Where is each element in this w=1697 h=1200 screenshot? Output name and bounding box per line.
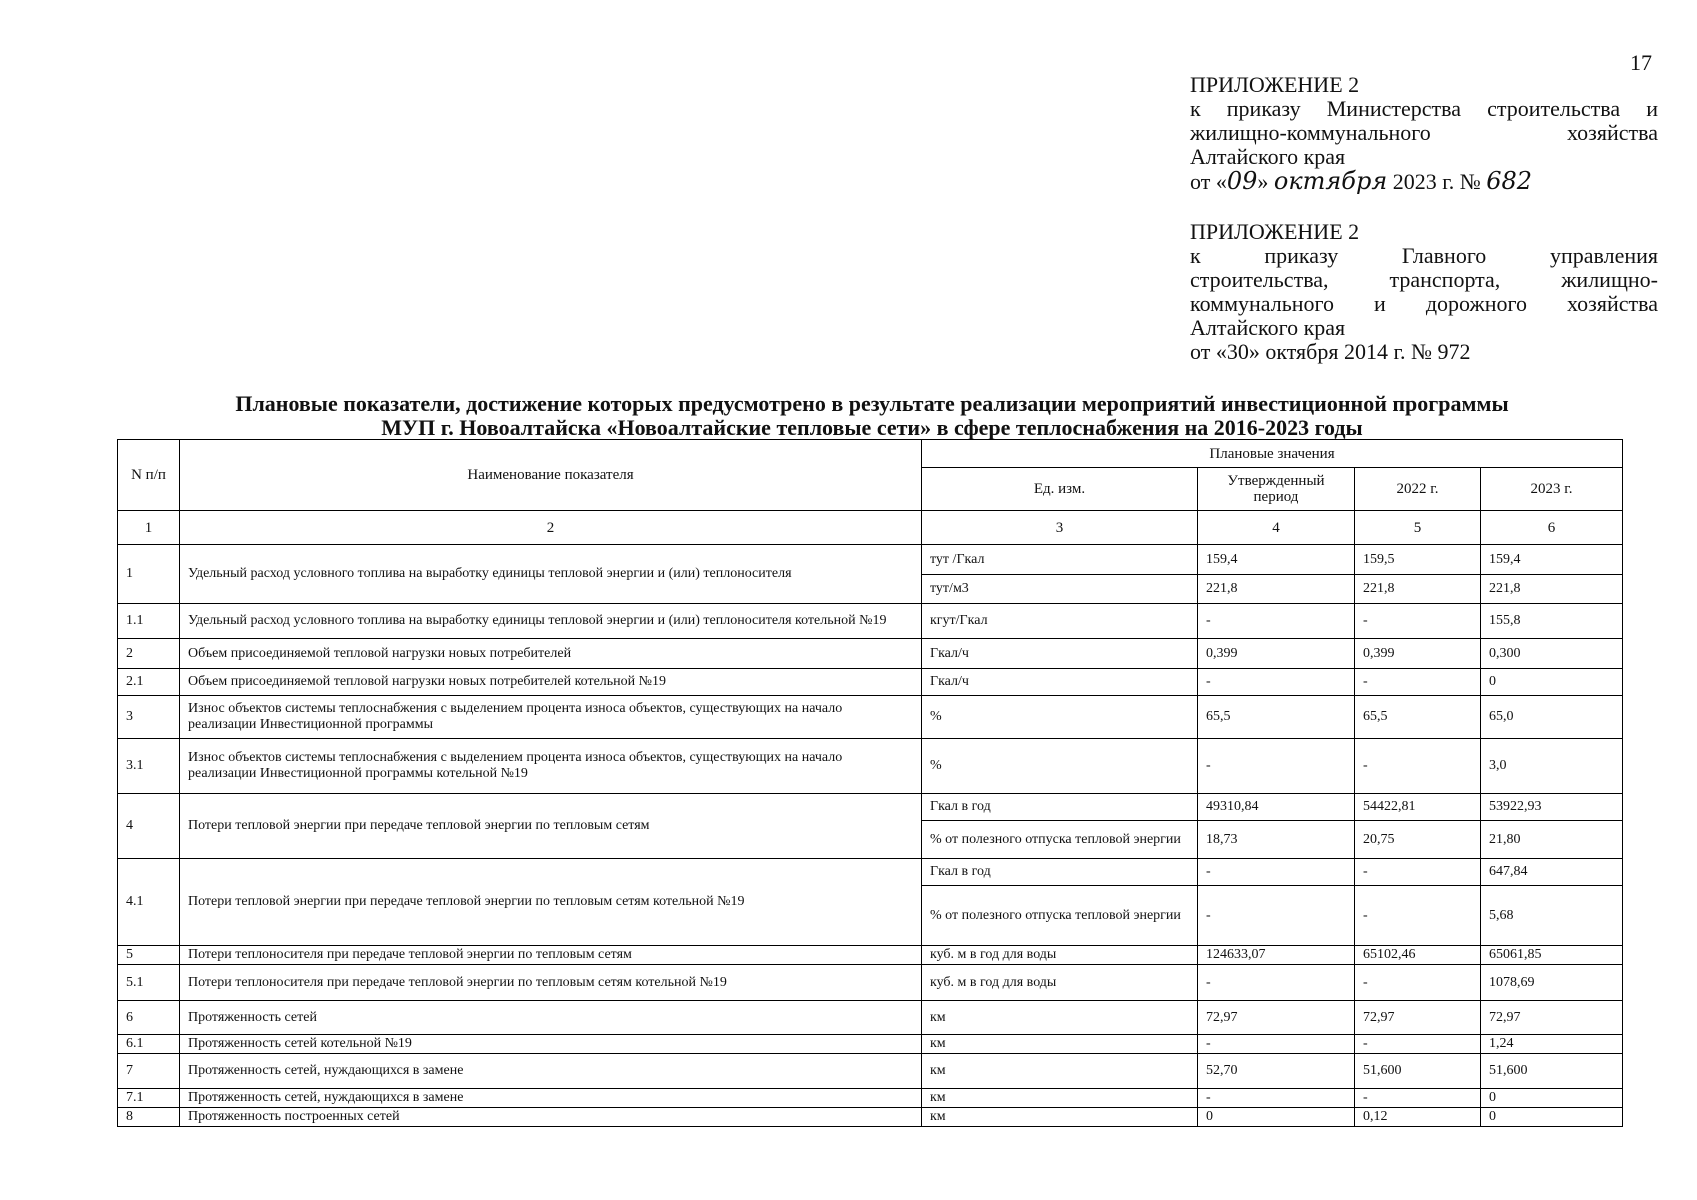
row-unit: куб. м в год для воды xyxy=(922,965,1198,1001)
appendix-date-line xyxy=(1190,169,1658,194)
header-planned: Плановые значения xyxy=(922,440,1623,468)
table-row xyxy=(118,545,1623,575)
row-num: 3.1 xyxy=(118,739,180,794)
table-row xyxy=(118,794,1623,821)
row-approved: 72,97 xyxy=(1198,1001,1355,1035)
row-num: 8 xyxy=(118,1108,180,1127)
row-num: 3 xyxy=(118,696,180,739)
row-approved: 221,8 xyxy=(1198,575,1355,604)
row-unit: км xyxy=(922,1001,1198,1035)
row-unit: км xyxy=(922,1089,1198,1108)
row-2023: 0 xyxy=(1481,669,1623,696)
row-name: Износ объектов системы теплоснабжения с выделением процента износа объектов, существующих на начало реализации Инвестиционной программы xyxy=(180,696,922,739)
row-2022: - xyxy=(1355,965,1481,1001)
handwritten-month: октября xyxy=(1273,167,1388,195)
row-approved: - xyxy=(1198,669,1355,696)
appendix-title: ПРИЛОЖЕНИЕ 2 xyxy=(1190,219,1360,244)
row-num: 5 xyxy=(118,946,180,965)
row-approved: - xyxy=(1198,739,1355,794)
row-approved: 159,4 xyxy=(1198,545,1355,575)
handwritten-number: 682 xyxy=(1486,167,1533,195)
row-name: Потери тепловой энергии при передаче тепловой энергии по тепловым сетям котельной №19 xyxy=(180,859,922,946)
date-prefix: от « xyxy=(1190,169,1227,194)
date-year: 2023 г. № xyxy=(1387,169,1487,194)
header-2023: 2023 г. xyxy=(1481,468,1623,511)
row-name: Протяженность сетей xyxy=(180,1001,922,1035)
col-number: 2 xyxy=(180,511,922,545)
row-approved: 49310,84 xyxy=(1198,794,1355,821)
row-unit: Гкал/ч xyxy=(922,669,1198,696)
title-line: Плановые показатели, достижение которых предусмотрено в результате реализации мероприятий инвестиционной программы xyxy=(235,391,1509,416)
table-row xyxy=(118,965,1623,1001)
row-name: Удельный расход условного топлива на выработку единицы тепловой энергии и (или) теплоносителя котельной №19 xyxy=(180,604,922,639)
row-approved: - xyxy=(1198,965,1355,1001)
table-row xyxy=(118,696,1623,739)
row-num: 7 xyxy=(118,1054,180,1089)
header-name: Наименование показателя xyxy=(180,440,922,511)
header-2022: 2022 г. xyxy=(1355,468,1481,511)
row-approved: 52,70 xyxy=(1198,1054,1355,1089)
row-2022: 0,399 xyxy=(1355,639,1481,669)
table-row xyxy=(118,1035,1623,1054)
row-2023: 21,80 xyxy=(1481,821,1623,859)
row-2023: 0 xyxy=(1481,1089,1623,1108)
date-mid: » xyxy=(1257,169,1274,194)
row-2022: - xyxy=(1355,886,1481,946)
row-2023: 65061,85 xyxy=(1481,946,1623,965)
row-2023: 1,24 xyxy=(1481,1035,1623,1054)
col-number: 1 xyxy=(118,511,180,545)
row-2022: 0,12 xyxy=(1355,1108,1481,1127)
row-name: Протяженность сетей, нуждающихся в замене xyxy=(180,1089,922,1108)
row-approved: - xyxy=(1198,859,1355,886)
row-2022: - xyxy=(1355,1035,1481,1054)
row-2023: 65,0 xyxy=(1481,696,1623,739)
table-row xyxy=(118,1089,1623,1108)
indicators-table xyxy=(117,439,1623,1127)
row-2023: 72,97 xyxy=(1481,1001,1623,1035)
appendix-title: ПРИЛОЖЕНИЕ 2 xyxy=(1190,72,1360,97)
row-2022: - xyxy=(1355,859,1481,886)
row-name: Потери теплоносителя при передаче тепловой энергии по тепловым сетям котельной №19 xyxy=(180,965,922,1001)
table-row xyxy=(118,1001,1623,1035)
row-unit: кгут/Гкал xyxy=(922,604,1198,639)
row-2023: 53922,93 xyxy=(1481,794,1623,821)
row-unit: % от полезного отпуска тепловой энергии xyxy=(922,886,1198,946)
row-2022: 65,5 xyxy=(1355,696,1481,739)
row-2022: - xyxy=(1355,604,1481,639)
row-unit: Гкал в год xyxy=(922,859,1198,886)
row-name: Протяженность сетей котельной №19 xyxy=(180,1035,922,1054)
row-2022: - xyxy=(1355,739,1481,794)
row-approved: 0,399 xyxy=(1198,639,1355,669)
document-title xyxy=(117,392,1627,440)
row-name: Объем присоединяемой тепловой нагрузки новых потребителей xyxy=(180,639,922,669)
row-2022: - xyxy=(1355,669,1481,696)
row-2022: - xyxy=(1355,1089,1481,1108)
row-2023: 3,0 xyxy=(1481,739,1623,794)
row-num: 2.1 xyxy=(118,669,180,696)
row-unit: % от полезного отпуска тепловой энергии xyxy=(922,821,1198,859)
appendix-block-2014 xyxy=(1190,220,1658,364)
row-2022: 65102,46 xyxy=(1355,946,1481,965)
row-2023: 5,68 xyxy=(1481,886,1623,946)
appendix-line: от «30» октября 2014 г. № 972 xyxy=(1190,339,1471,364)
appendix-line: строительства, транспорта, жилищно- xyxy=(1190,267,1658,292)
row-approved: - xyxy=(1198,604,1355,639)
row-num: 5.1 xyxy=(118,965,180,1001)
appendix-block-2023 xyxy=(1190,73,1658,194)
row-unit: км xyxy=(922,1054,1198,1089)
row-approved: - xyxy=(1198,886,1355,946)
page-number: 17 xyxy=(1630,50,1652,75)
row-2022: 72,97 xyxy=(1355,1001,1481,1035)
row-approved: - xyxy=(1198,1089,1355,1108)
appendix-line: коммунального и дорожного хозяйства xyxy=(1190,291,1658,316)
title-line: МУП г. Новоалтайска «Новоалтайские тепловые сети» в сфере теплоснабжения на 2016-2023 годы xyxy=(381,415,1363,440)
table-row xyxy=(118,946,1623,965)
appendix-line: жилищно-коммунального хозяйства xyxy=(1190,120,1658,145)
row-2022: 159,5 xyxy=(1355,545,1481,575)
table-row xyxy=(118,669,1623,696)
row-unit: тут /Гкал xyxy=(922,545,1198,575)
table-row xyxy=(118,1108,1623,1127)
row-num: 6 xyxy=(118,1001,180,1035)
row-unit: тут/м3 xyxy=(922,575,1198,604)
row-unit: Гкал/ч xyxy=(922,639,1198,669)
row-unit: км xyxy=(922,1035,1198,1054)
row-2023: 0 xyxy=(1481,1108,1623,1127)
row-approved: 124633,07 xyxy=(1198,946,1355,965)
row-name: Потери тепловой энергии при передаче тепловой энергии по тепловым сетям xyxy=(180,794,922,859)
handwritten-day: 09 xyxy=(1226,167,1258,195)
row-2023: 647,84 xyxy=(1481,859,1623,886)
row-2023: 1078,69 xyxy=(1481,965,1623,1001)
row-name: Протяженность сетей, нуждающихся в замене xyxy=(180,1054,922,1089)
row-num: 7.1 xyxy=(118,1089,180,1108)
row-unit: Гкал в год xyxy=(922,794,1198,821)
table-row xyxy=(118,604,1623,639)
row-name: Удельный расход условного топлива на выработку единицы тепловой энергии и (или) теплоносителя xyxy=(180,545,922,604)
header-unit: Ед. изм. xyxy=(922,468,1198,511)
row-approved: 0 xyxy=(1198,1108,1355,1127)
row-name: Потери теплоносителя при передаче тепловой энергии по тепловым сетям xyxy=(180,946,922,965)
header-num: N п/п xyxy=(118,440,180,511)
row-unit: км xyxy=(922,1108,1198,1127)
table-row xyxy=(118,1054,1623,1089)
row-name: Объем присоединяемой тепловой нагрузки новых потребителей котельной №19 xyxy=(180,669,922,696)
appendix-line: Алтайского края xyxy=(1190,315,1346,340)
appendix-line: к приказу Главного управления xyxy=(1190,243,1658,268)
row-approved: - xyxy=(1198,1035,1355,1054)
row-2022: 20,75 xyxy=(1355,821,1481,859)
table-row xyxy=(118,859,1623,886)
row-name: Протяженность построенных сетей xyxy=(180,1108,922,1127)
col-number: 3 xyxy=(922,511,1198,545)
row-unit: куб. м в год для воды xyxy=(922,946,1198,965)
row-num: 1.1 xyxy=(118,604,180,639)
row-2023: 221,8 xyxy=(1481,575,1623,604)
row-num: 2 xyxy=(118,639,180,669)
row-2022: 51,600 xyxy=(1355,1054,1481,1089)
row-num: 4.1 xyxy=(118,859,180,946)
col-number: 6 xyxy=(1481,511,1623,545)
row-unit: % xyxy=(922,739,1198,794)
row-approved: 18,73 xyxy=(1198,821,1355,859)
row-2023: 155,8 xyxy=(1481,604,1623,639)
row-2022: 221,8 xyxy=(1355,575,1481,604)
appendix-line: Алтайского края xyxy=(1190,144,1346,169)
row-2023: 159,4 xyxy=(1481,545,1623,575)
row-name: Износ объектов системы теплоснабжения с выделением процента износа объектов, существующих на начало реализации Инвестиционной программы котельной №19 xyxy=(180,739,922,794)
table-row xyxy=(118,639,1623,669)
header-approved: Утвержденный период xyxy=(1198,468,1355,511)
appendix-line: к приказу Министерства строительства и xyxy=(1190,96,1658,121)
row-approved: 65,5 xyxy=(1198,696,1355,739)
table-row xyxy=(118,739,1623,794)
row-num: 4 xyxy=(118,794,180,859)
col-number: 4 xyxy=(1198,511,1355,545)
row-num: 6.1 xyxy=(118,1035,180,1054)
row-num: 1 xyxy=(118,545,180,604)
col-number: 5 xyxy=(1355,511,1481,545)
row-2022: 54422,81 xyxy=(1355,794,1481,821)
row-unit: % xyxy=(922,696,1198,739)
row-2023: 51,600 xyxy=(1481,1054,1623,1089)
row-2023: 0,300 xyxy=(1481,639,1623,669)
